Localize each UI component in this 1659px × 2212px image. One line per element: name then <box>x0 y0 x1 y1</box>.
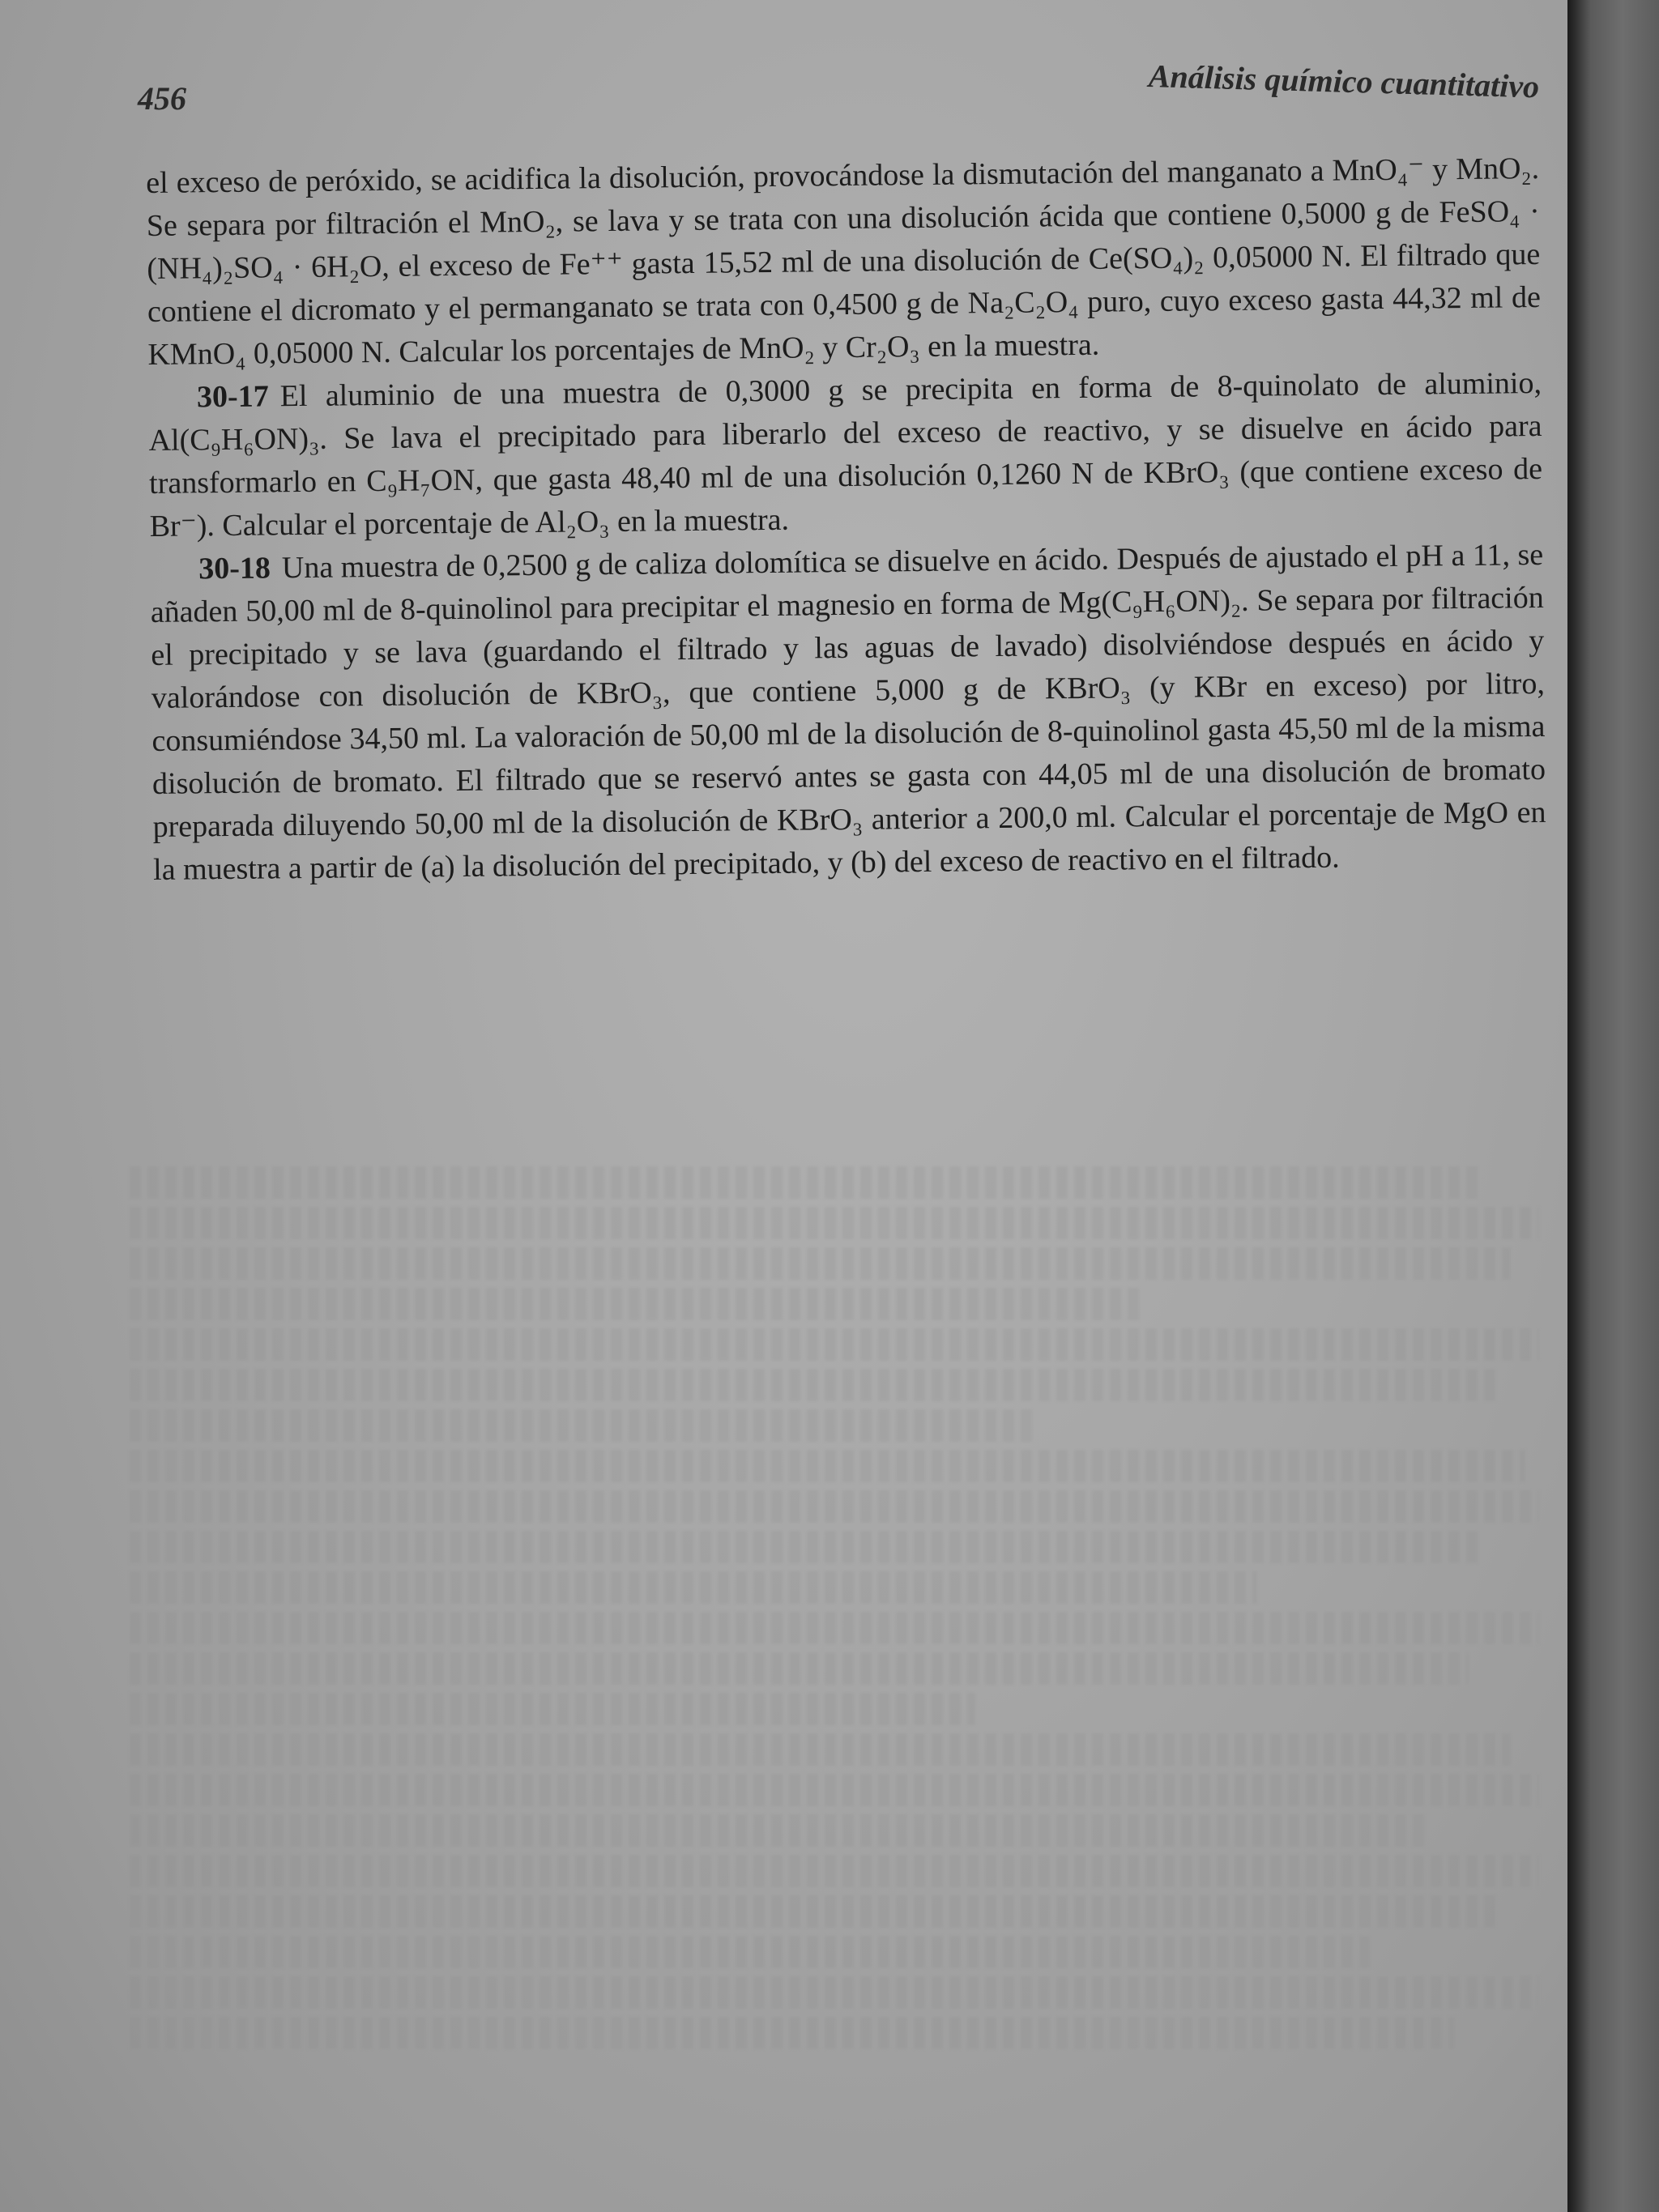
page-header <box>138 57 1539 121</box>
problem-number: 30-18 <box>198 551 271 586</box>
problem-text: El aluminio de una muestra de 0,3000 g se precipita en forma de 8-quinolato de aluminio, Al(C₉H₆ON)₃. Se lava el precipitado para liberarlo del exceso de reactivo, y se disuelve en ácido para transformarlo en C₉H₇ON, que gasta 48,40 ml de una disolución 0,1260 N de KBrO₃ (que contiene exceso de Br⁻). Calcular el porcentaje de Al₂O₃ en la muestra. <box>148 365 1543 543</box>
book-spine-shadow <box>1567 0 1659 2212</box>
show-through-text <box>130 1166 1539 2057</box>
body-text <box>146 147 1546 892</box>
problem-30-17 <box>148 362 1543 548</box>
continuation-paragraph: el exceso de peróxido, se acidifica la disolución, provocándose la dismutación del manganato a MnO₄⁻ y MnO₂. Se separa por filtración el MnO₂, se lava y se trata con una disolución ácida que contiene 0,5000 g de FeSO₄ · (NH₄)₂SO₄ · 6H₂O, el exceso de Fe⁺⁺ gasta 15,52 ml de una disolución de Ce(SO₄)₂ 0,05000 N. El filtrado que contiene el dicromato y el permanganato se trata con 0,4500 g de Na₂C₂O₄ puro, cuyo exceso gasta 44,32 ml de KMnO₄ 0,05000 N. Calcular los porcentajes de MnO₂ y Cr₂O₃ en la muestra. <box>146 151 1542 372</box>
problem-text: Una muestra de 0,2500 g de caliza dolomítica se disuelve en ácido. Después de ajustado el pH a 11, se añaden 50,00 ml de 8-quinolinol para precipitar el magnesio en forma de Mg(C₉H₆ON)₂. Se separa por filtración el precipitado y se lava (guardando el filtrado y las aguas de lavado) disolviéndose después en ácido y valorándose con disolución de KBrO₃, que contiene 5,000 g de KBrO₃ (y KBr en exceso) por litro, consumiéndose 34,50 ml. La valoración de 50,00 ml de la disolución de 8-quinolinol gasta 45,50 ml de la misma disolución de bromato. El filtrado que se reservó antes se gasta con 44,05 ml de una disolución de bromato preparada diluyendo 50,00 ml de la disolución de KBrO₃ anterior a 200,0 ml. Calcular el porcentaje de MgO en la muestra a partir de (a) la disolución del precipitado, y (b) del exceso de reactivo en el filtrado. <box>150 537 1546 887</box>
running-title: Análisis químico cuantitativo <box>1148 58 1540 105</box>
page-number: 456 <box>138 80 186 117</box>
problem-number: 30-17 <box>196 379 269 415</box>
problem-30-18 <box>150 534 1546 892</box>
